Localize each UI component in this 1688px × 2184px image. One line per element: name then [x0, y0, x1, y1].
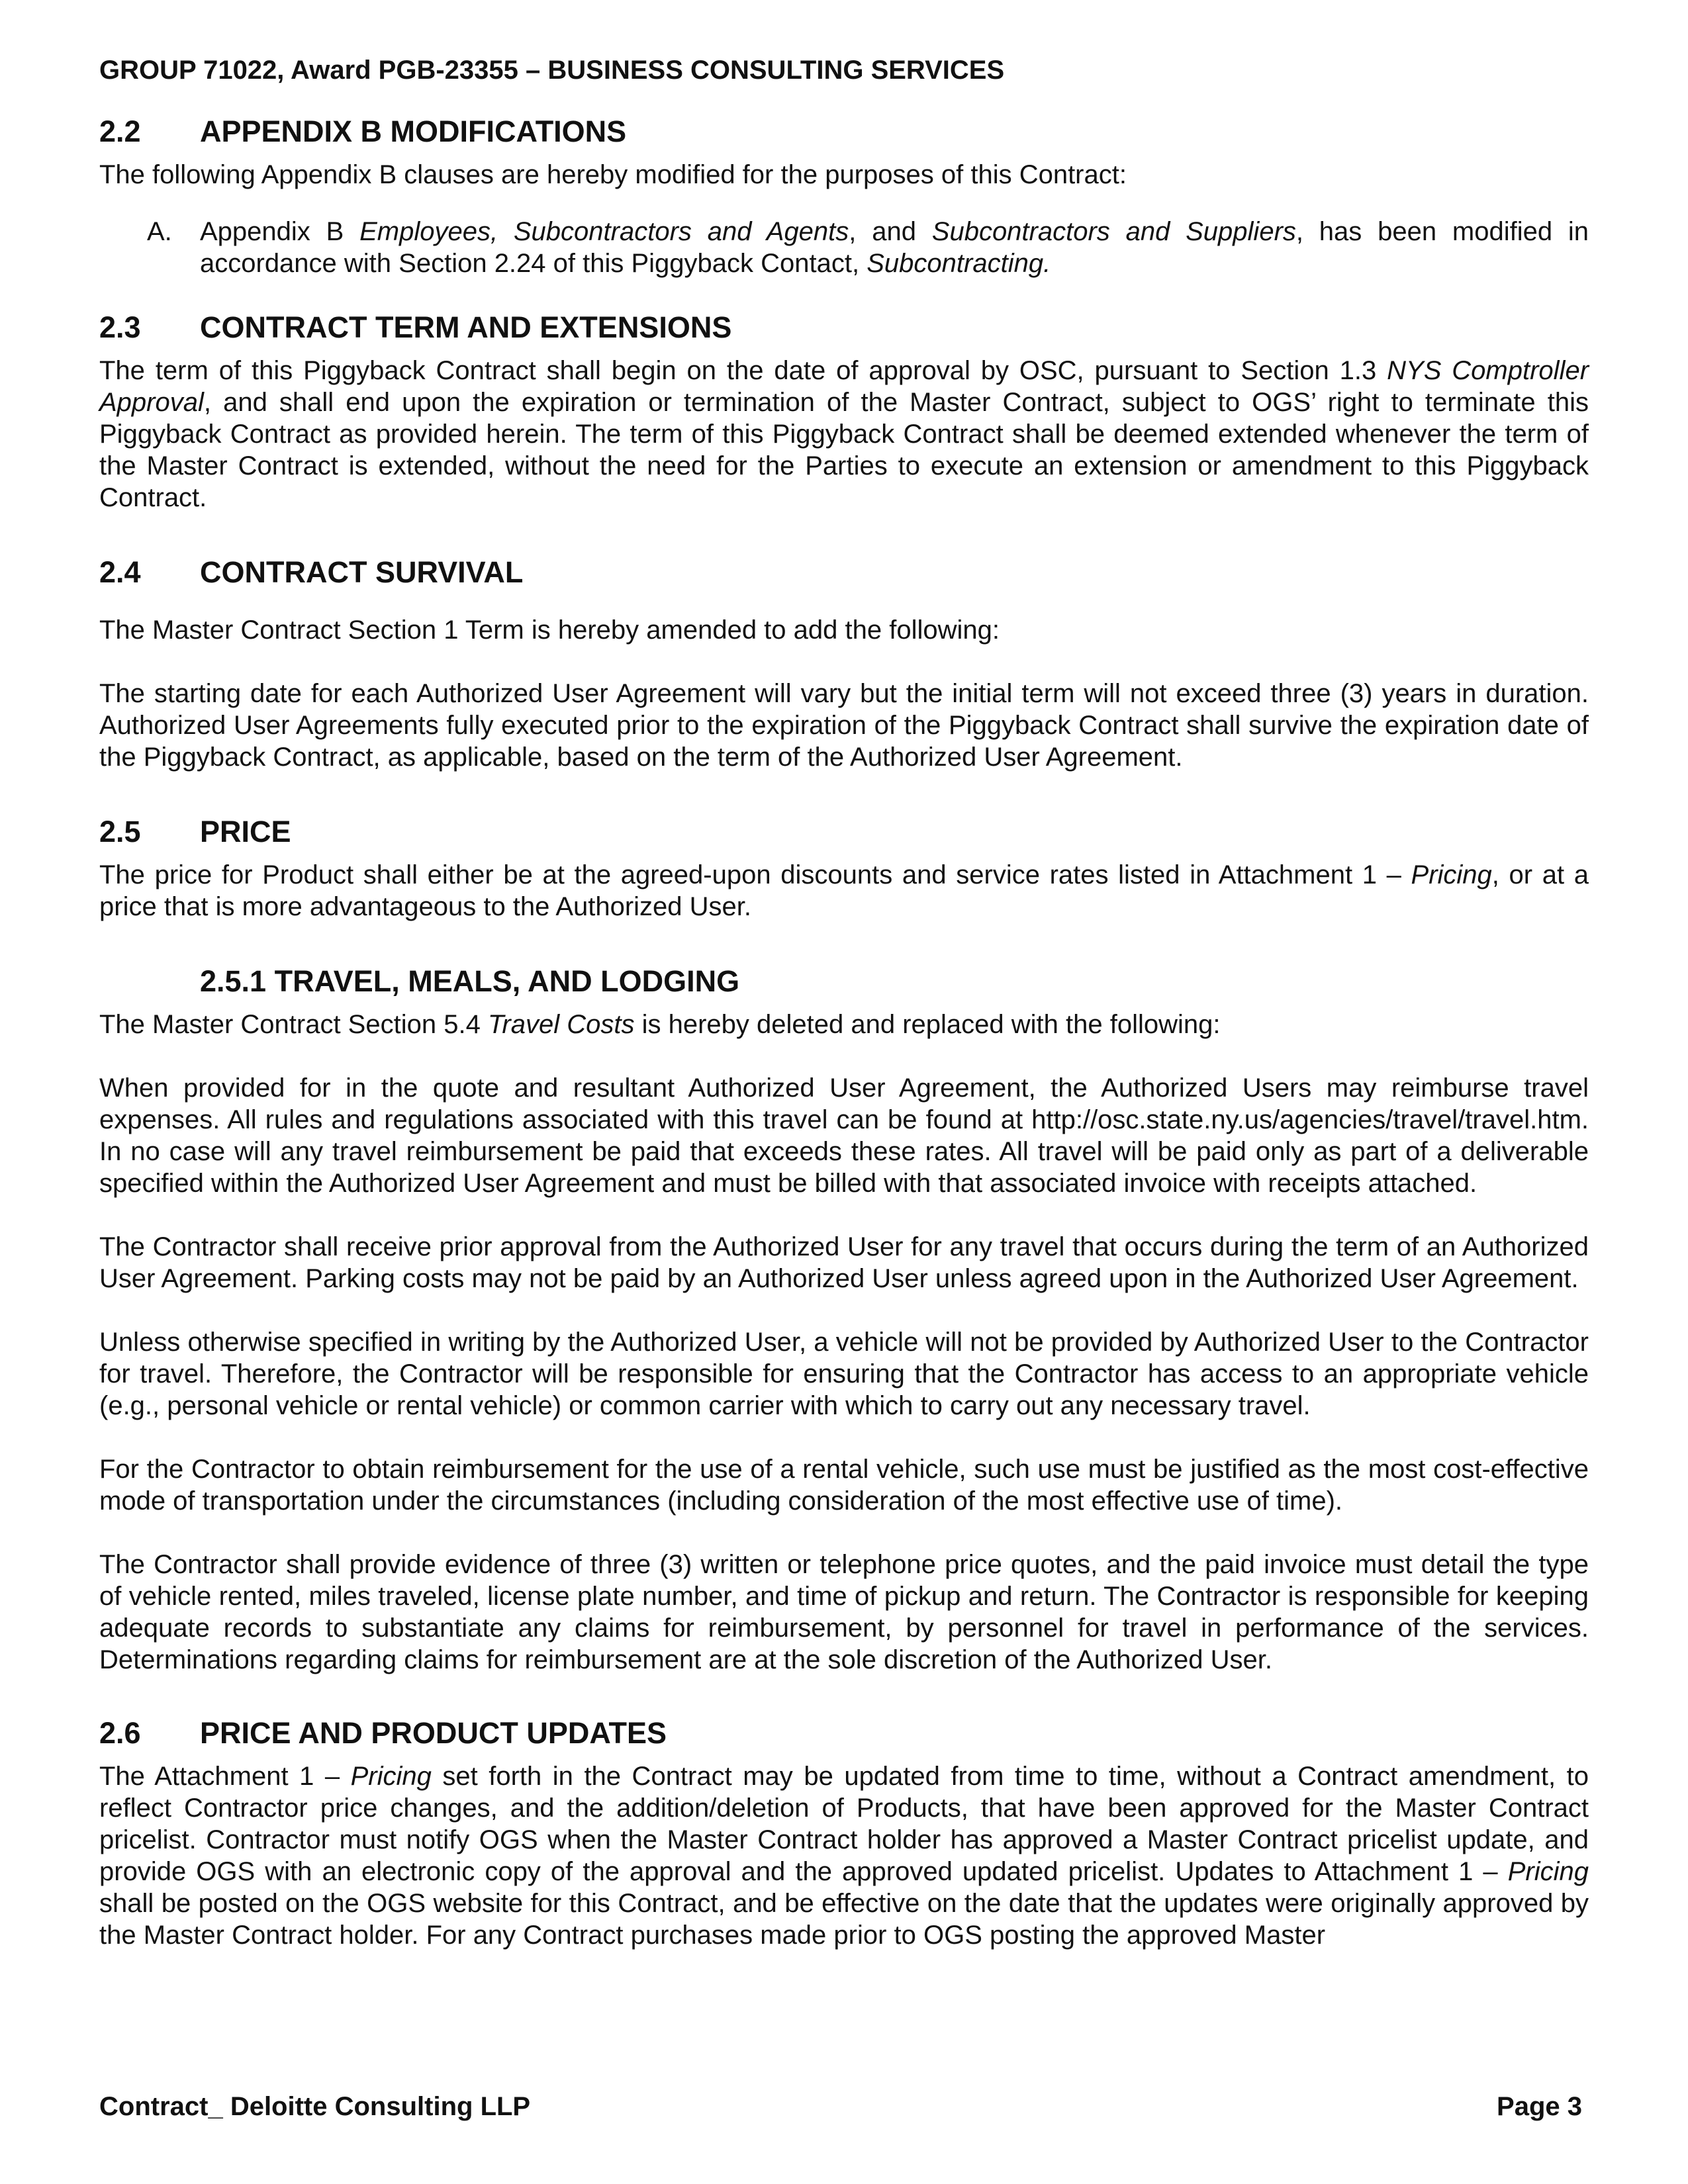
section-title: CONTRACT SURVIVAL	[200, 555, 524, 589]
section-title: PRICE AND PRODUCT UPDATES	[200, 1716, 667, 1750]
footer-contract-name: Contract_ Deloitte Consulting LLP	[99, 2092, 531, 2121]
page-number: Page 3	[1497, 2092, 1582, 2121]
section-2-5-1-paragraph-4: Unless otherwise specified in writing by the Authorized User, a vehicle will not be provided by Authorized User to the Contractor for travel. Therefore, the Contractor will be responsible for ensuring that the Contractor has access to an appropriate vehicle (e.g., personal vehicle or rental vehicle) or common carrier with which to carry out any necessary travel.	[99, 1328, 1589, 1420]
section-title: APPENDIX B MODIFICATIONS	[200, 114, 627, 148]
section-2-4-paragraph-1: The Master Contract Section 1 Term is hereby amended to add the following:	[99, 615, 1000, 645]
document-page	[99, 54, 1589, 1951]
section-number: 2.3	[99, 310, 141, 344]
section-2-5-1-paragraph-2: When provided for in the quote and resultant Authorized User Agreement, the Authorized Users may reimburse travel expenses. All rules and regulations associated with this travel can be found at http://osc.state.ny.us/agencies/travel/travel.htm. In no case will any travel reimbursement be paid that exceeds these rates. All travel will be paid only as part of a deliverable specified within the Authorized User Agreement and must be billed with that associated invoice with receipts attached.	[99, 1073, 1589, 1198]
section-title: PRICE	[200, 815, 291, 848]
section-2-5-paragraph: The price for Product shall either be at the agreed-upon discounts and service rates listed in Attachment 1 – Pricing, or at a price that is more advantageous to the Authorized User.	[99, 860, 1589, 921]
section-number: 2.2	[99, 114, 141, 148]
section-number: 2.6	[99, 1716, 141, 1750]
section-heading-2-5	[99, 814, 1589, 850]
section-heading-2-2	[99, 114, 1589, 150]
list-marker: A.	[147, 217, 172, 246]
section-2-3-paragraph: The term of this Piggyback Contract shall begin on the date of approval by OSC, pursuant to Section 1.3 NYS Comptroller Approval, and shall end upon the expiration or termination of the Master Contract, subject to OGS’ right to terminate this Piggyback Contract as provided herein. The term of this Piggyback Contract shall be deemed extended whenever the term of the Master Contract is extended, without the need for the Parties to execute an extension or amendment to this Piggyback Contract.	[99, 356, 1589, 512]
list-item-text: Appendix B Employees, Subcontractors and Agents, and Subcontractors and Suppliers, has been modified in accordance with Section 2.24 of this Piggyback Contact, Subcontracting.	[200, 217, 1589, 278]
subsection-heading-2-5-1: 2.5.1 TRAVEL, MEALS, AND LODGING	[200, 964, 740, 998]
section-2-5-1-paragraph-1: The Master Contract Section 5.4 Travel Costs is hereby deleted and replaced with the following:	[99, 1010, 1221, 1039]
section-2-5-1-paragraph-5: For the Contractor to obtain reimbursement for the use of a rental vehicle, such use must be justified as the most cost-effective mode of transportation under the circumstances (including consideration of the most effective use of time).	[99, 1455, 1589, 1516]
section-2-5-1-paragraph-3: The Contractor shall receive prior approval from the Authorized User for any travel that occurs during the term of an Authorized User Agreement. Parking costs may not be paid by an Authorized User unless agreed upon in the Authorized User Agreement.	[99, 1232, 1589, 1293]
section-2-6-paragraph: The Attachment 1 – Pricing set forth in the Contract may be updated from time to time, without a Contract amendment, to reflect Contractor price changes, and the addition/deletion of Products, that have been approved for the Master Contract pricelist. Contractor must notify OGS when the Master Contract holder has approved a Master Contract pricelist update, and provide OGS with an electronic copy of the approval and the approved updated pricelist. Updates to Attachment 1 – Pricing shall be posted on the OGS website for this Contract, and be effective on the date that the updates were originally approved by the Master Contract holder. For any Contract purchases made prior to OGS posting the approved Master	[99, 1762, 1589, 1950]
page-header: GROUP 71022, Award PGB-23355 – BUSINESS CONSULTING SERVICES	[99, 56, 1005, 85]
section-2-5-1-paragraph-6: The Contractor shall provide evidence of three (3) written or telephone price quotes, and the paid invoice must detail the type of vehicle rented, miles traveled, license plate number, and time of pickup and return. The Contractor is responsible for keeping adequate records to substantiate any claims for reimbursement, by personnel for travel in performance of the services. Determinations regarding claims for reimbursement are at the sole discretion of the Authorized User.	[99, 1550, 1589, 1674]
page-footer	[99, 2091, 1582, 2122]
section-2-2-intro: The following Appendix B clauses are hereby modified for the purposes of this Contract:	[99, 160, 1127, 189]
section-heading-2-4	[99, 555, 1589, 590]
section-title: CONTRACT TERM AND EXTENSIONS	[200, 310, 732, 344]
section-heading-2-3	[99, 310, 1589, 345]
list-item-a	[147, 216, 1589, 279]
section-heading-2-6	[99, 1715, 1589, 1751]
section-number: 2.4	[99, 555, 141, 589]
section-number: 2.5	[99, 815, 141, 848]
section-2-4-paragraph-2: The starting date for each Authorized User Agreement will vary but the initial term will not exceed three (3) years in duration. Authorized User Agreements fully executed prior to the expiration of the Piggyback Contract shall survive the expiration date of the Piggyback Contract, as applicable, based on the term of the Authorized User Agreement.	[99, 679, 1589, 772]
